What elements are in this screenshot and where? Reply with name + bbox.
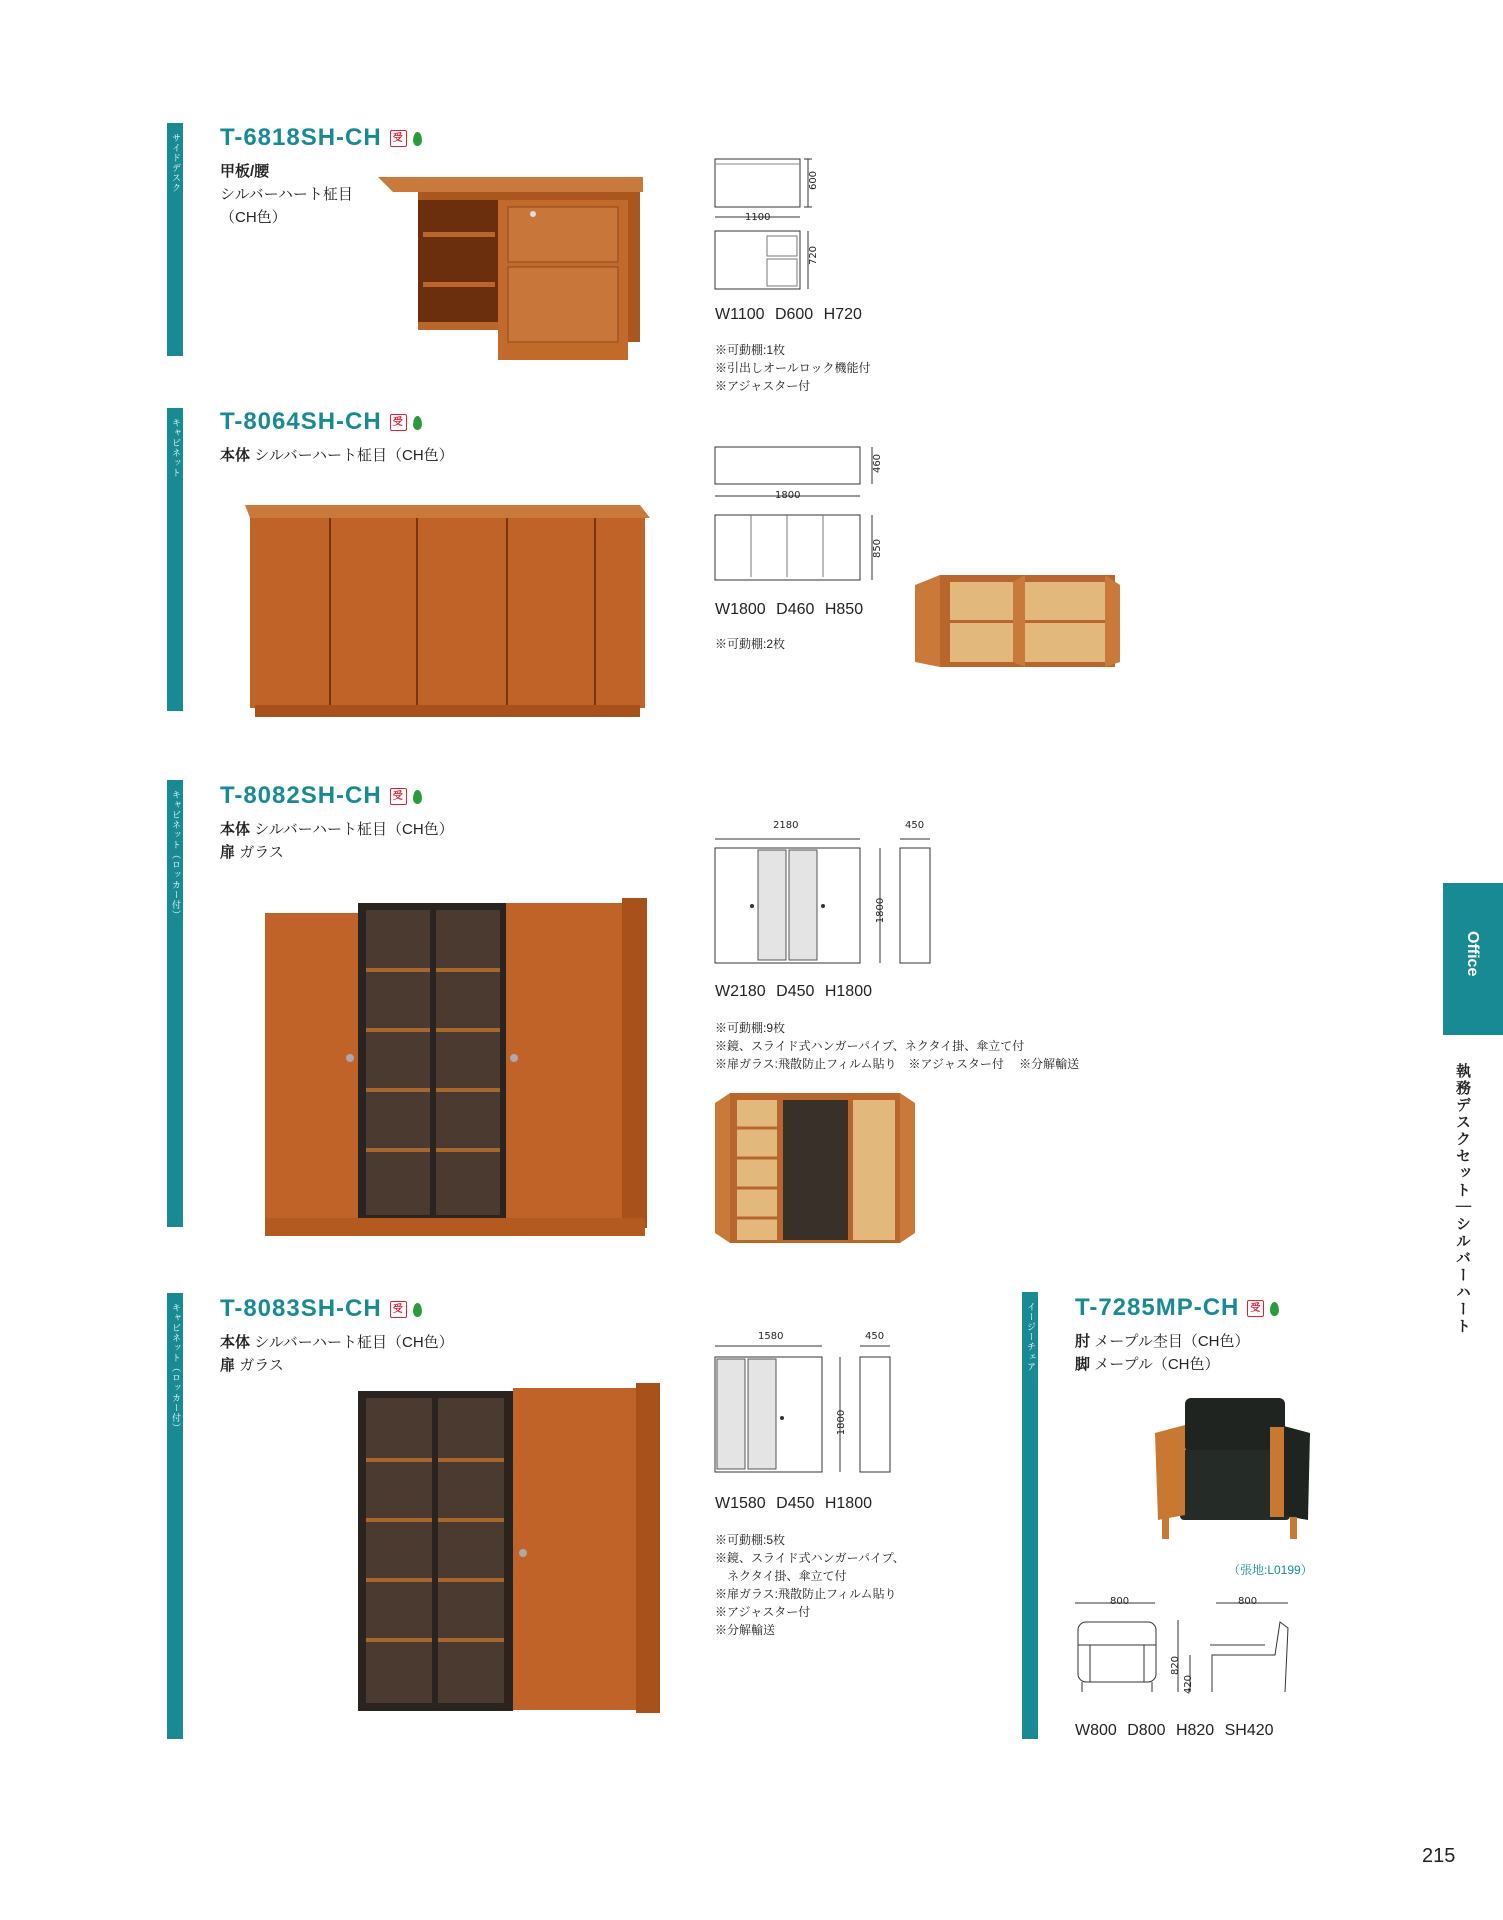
door-label: 扉 [220, 1357, 236, 1374]
series-title: 執務デスクセット｜シルバーハート [1454, 1063, 1471, 1335]
category-label: イージーチェア [1025, 1302, 1035, 1372]
eco-leaf-icon [1270, 1302, 1279, 1316]
dimensions-text: W800 D800 H820 SH420 [1075, 1722, 1274, 1739]
order-badge: 受 [390, 414, 407, 431]
category-label: キャビネット（ロッカー付） [170, 1303, 180, 1433]
dimensions-text: W1100 D600 H720 [715, 306, 862, 323]
cabinet-open-photo [915, 570, 1120, 675]
material-text: シルバーハート柾目 [220, 186, 353, 203]
dimensions-text: W2180 D450 H1800 [715, 983, 872, 1000]
note-line: ※可動棚:2枚 [715, 637, 786, 651]
door-text: ガラス [239, 1357, 284, 1374]
dim-width: 2180 [773, 820, 799, 831]
locker-cabinet-2-photo [358, 1383, 663, 1723]
easy-chair-photo [1150, 1395, 1315, 1545]
cabinet-photo [245, 500, 655, 720]
category-bar [167, 780, 183, 1227]
product-description [220, 1331, 454, 1377]
material-color: （CH色） [220, 209, 287, 226]
note-line: ※扉ガラス:飛散防止フィルム貼り [715, 1587, 897, 1601]
product-notes [715, 635, 785, 653]
note-line: ※鏡、スライド式ハンガーパイプ、ネクタイ掛、傘立て付 [715, 1039, 1025, 1053]
product-model [220, 408, 422, 436]
locker-open-photo [715, 1088, 915, 1250]
dim-depth: 600 [808, 170, 820, 191]
model-code: T-8083SH-CH [220, 1295, 382, 1322]
product-notes [715, 1531, 905, 1639]
material-text: シルバーハート柾目（CH色） [254, 1334, 454, 1351]
eco-leaf-icon [413, 416, 422, 430]
material-text: シルバーハート柾目（CH色） [254, 821, 454, 838]
product-description [220, 444, 454, 467]
product-model [220, 1295, 422, 1323]
order-badge: 受 [390, 1301, 407, 1318]
note-line: ※アジャスター付 [715, 1605, 811, 1619]
model-code: T-6818SH-CH [220, 124, 382, 151]
side-desk-photo [378, 172, 648, 362]
note-line: ※可動棚:9枚 [715, 1021, 786, 1035]
product-description [220, 818, 454, 864]
note-line: ※鏡、スライド式ハンガーパイプ、 [715, 1551, 905, 1565]
dim-depth: 450 [905, 820, 925, 831]
product-notes [715, 1019, 1079, 1073]
material-label: 本体 [220, 821, 251, 838]
dimensions-text: W1800 D460 H850 [715, 601, 864, 618]
dim-depth: 450 [865, 1331, 885, 1342]
leg-text: メープル（CH色） [1094, 1356, 1220, 1373]
order-badge: 受 [390, 788, 407, 805]
product-description [220, 160, 353, 229]
dim-width: 1580 [758, 1331, 784, 1342]
product-notes [715, 341, 871, 395]
locker-2-drawing [712, 1343, 902, 1478]
eco-leaf-icon [413, 790, 422, 804]
section-tab[interactable] [1443, 883, 1503, 1035]
product-model [1075, 1294, 1279, 1322]
note-line: ※可動棚:1枚 [715, 343, 786, 357]
category-bar [167, 1293, 183, 1739]
section-tab-label: Office [1464, 931, 1481, 977]
door-text: ガラス [239, 844, 284, 861]
eco-leaf-icon [413, 1303, 422, 1317]
fabric-code: （張地:L0199） [1228, 1563, 1313, 1577]
category-bar [1022, 1292, 1038, 1739]
note-line: ※分解輸送 [715, 1623, 776, 1637]
material-label: 本体 [220, 447, 251, 464]
category-label: キャビネット [170, 418, 180, 478]
dim-height: 850 [872, 538, 884, 559]
category-bar [167, 123, 183, 356]
leg-label: 脚 [1075, 1356, 1091, 1373]
dim-height: 820 [1170, 1655, 1182, 1676]
product-model [220, 124, 422, 152]
product-description [1075, 1330, 1250, 1376]
dim-height: 1800 [875, 897, 887, 924]
order-badge: 受 [1247, 1300, 1264, 1317]
arm-text: メープル杢目（CH色） [1094, 1333, 1250, 1350]
category-label: サイドデスク [170, 133, 180, 193]
dim-width: 1100 [745, 212, 771, 223]
note-line: ※アジャスター付 [715, 379, 811, 393]
door-label: 扉 [220, 844, 236, 861]
order-badge: 受 [390, 130, 407, 147]
dim-seat-height: 420 [1183, 1674, 1195, 1695]
material-label: 本体 [220, 1334, 251, 1351]
page-number: 215 [1422, 1845, 1456, 1867]
model-code: T-8064SH-CH [220, 408, 382, 435]
dim-depth: 460 [872, 453, 884, 474]
locker-drawing [712, 836, 937, 966]
dimensions-text: W1580 D450 H1800 [715, 1495, 872, 1512]
note-line: ※扉ガラス:飛散防止フィルム貼り ※アジャスター付 ※分解輸送 [715, 1057, 1080, 1071]
model-code: T-7285MP-CH [1075, 1294, 1240, 1321]
note-line: ※引出しオールロック機能付 [715, 361, 871, 375]
category-bar [167, 408, 183, 711]
arm-label: 肘 [1075, 1333, 1091, 1350]
locker-cabinet-photo [262, 898, 652, 1243]
dim-width: 1800 [775, 490, 801, 501]
dim-width: 800 [1110, 1596, 1130, 1607]
product-model [220, 782, 422, 810]
note-line: ネクタイ掛、傘立て付 [715, 1569, 847, 1583]
dim-depth: 800 [1238, 1596, 1258, 1607]
note-line: ※可動棚:5枚 [715, 1533, 786, 1547]
dim-height: 1800 [836, 1409, 848, 1436]
model-code: T-8082SH-CH [220, 782, 382, 809]
dim-height: 720 [808, 245, 820, 266]
material-text: シルバーハート柾目（CH色） [254, 447, 454, 464]
category-label: キャビネット（ロッカー付） [170, 790, 180, 920]
cabinet-drawing [712, 444, 892, 584]
material-label: 甲板/腰 [220, 163, 270, 180]
eco-leaf-icon [413, 132, 422, 146]
